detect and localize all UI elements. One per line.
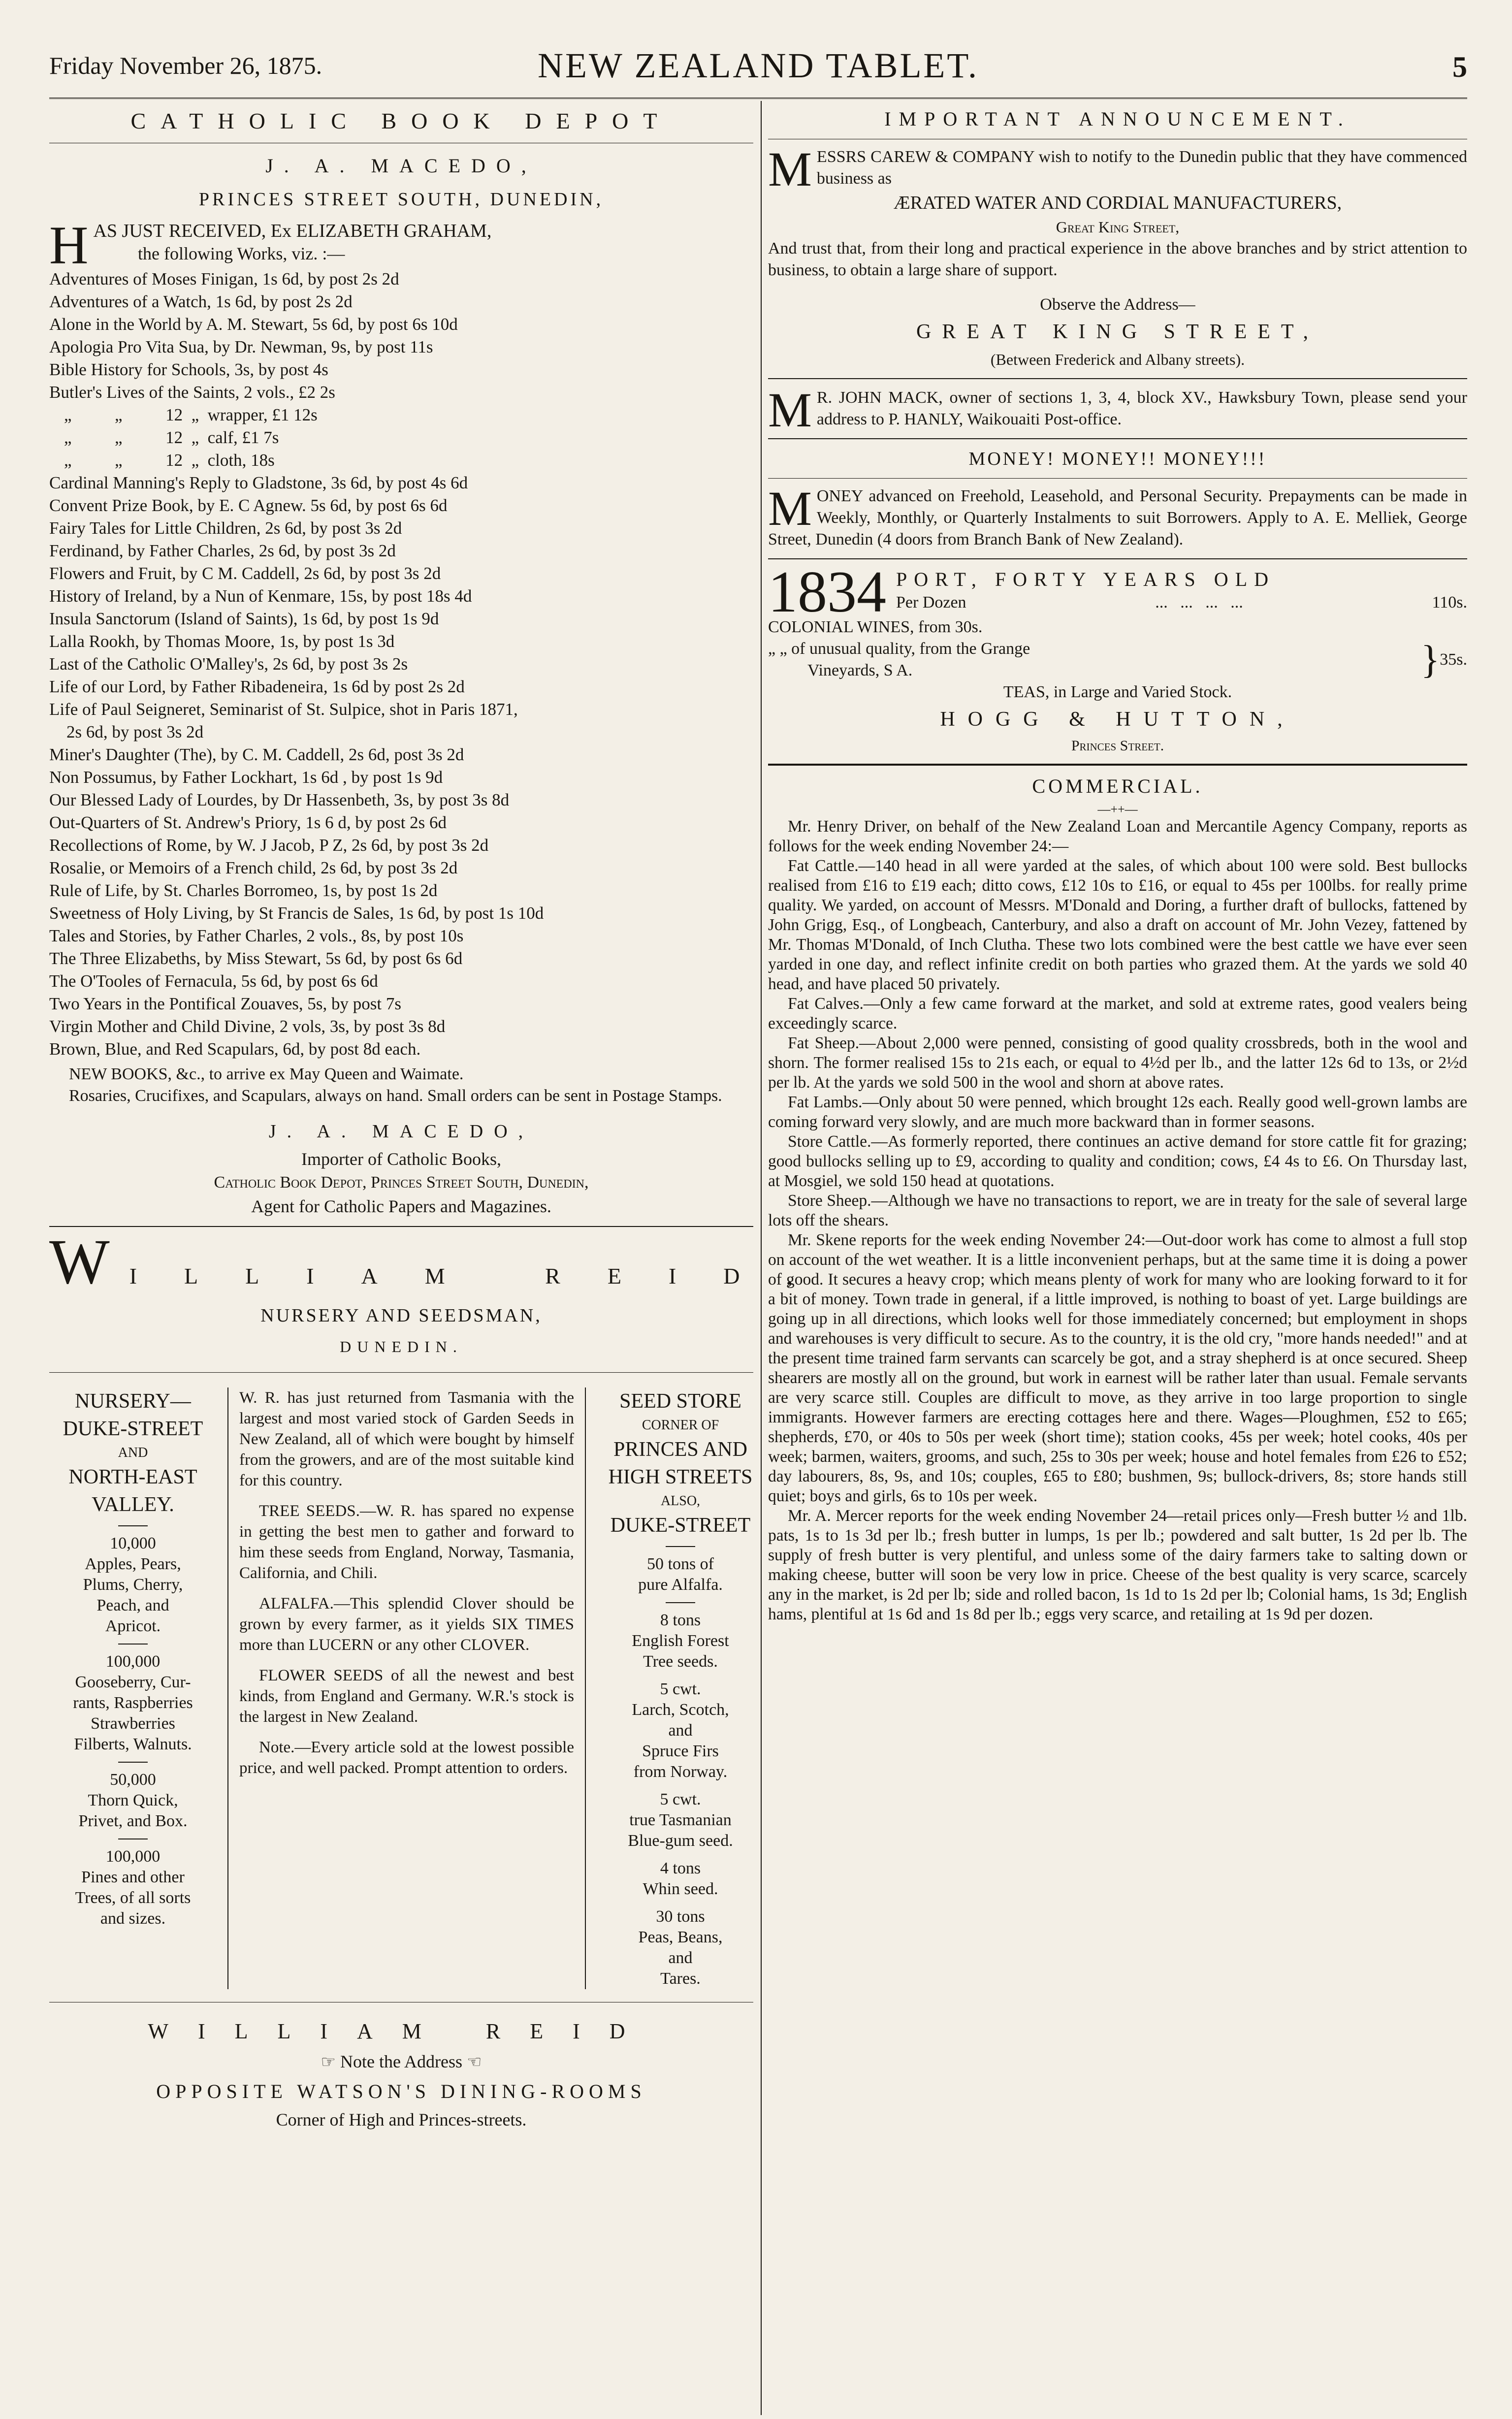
nursery-head: AND: [118, 1445, 148, 1460]
port-colonial: COLONIAL WINES, from 30s.: [768, 617, 983, 636]
nursery-head: VALLEY.: [92, 1493, 174, 1516]
drop-cap: W: [49, 1226, 110, 1297]
stock-line: 100,000: [105, 1652, 161, 1671]
seedstore-head: HIGH STREETS: [608, 1465, 753, 1488]
divider: [118, 1838, 148, 1839]
drop-cap: M: [768, 382, 812, 437]
depot-sig-agent: Agent for Catholic Papers and Magazines.: [251, 1196, 551, 1216]
book-item: Miner's Daughter (The), by C. M. Caddell, 2s 6d, post 3s 2d: [49, 745, 464, 765]
port-teas: TEAS, in Large and Varied Stock.: [1003, 682, 1232, 701]
book-item: „ „ 12 „ calf, £1 7s: [64, 428, 279, 448]
stock-line: Peach, and: [97, 1596, 169, 1614]
observe-label: Observe the Address—: [1040, 295, 1195, 314]
announcement-trade: ÆRATED WATER AND CORDIAL MANUFACTURERS,: [893, 193, 1342, 213]
stock-line: Larch, Scotch,: [632, 1700, 729, 1719]
reid-name-line: [49, 1226, 840, 1297]
book-item: Tales and Stories, by Father Charles, 2 vols., 8s, by post 10s: [49, 926, 464, 946]
port-per-dozen: Per Dozen: [896, 593, 966, 612]
reid-footer-name: WILLIAM REID: [148, 2019, 655, 2043]
port-firm: HOGG & HUTTON,: [940, 708, 1295, 731]
book-item: Our Blessed Lady of Lourdes, by Dr Hassenbeth, 3s, by post 3s 8d: [49, 790, 510, 810]
stock-block: [49, 1651, 217, 1755]
book-item: Brown, Blue, and Red Scapulars, 6d, by post 8d each.: [49, 1039, 421, 1059]
divider: [118, 1644, 148, 1645]
stock-line: and sizes.: [100, 1909, 166, 1928]
stock-line: Pines and other: [81, 1868, 185, 1886]
stock-line: Blue-gum seed.: [628, 1831, 733, 1850]
stock-line: Apricot.: [105, 1616, 161, 1635]
leader-dots: ... ... ... ...: [1155, 593, 1243, 612]
book-item: Out-Quarters of St. Andrew's Priory, 1s 6 d, by post 2s 6d: [49, 813, 447, 833]
stock-block: [597, 1906, 764, 1989]
book-item: Bible History for Schools, 3s, by post 4s: [49, 360, 328, 380]
pointing-hand-left-icon: ☞: [321, 2053, 336, 2071]
reid-para: TREE SEEDS.—W. R. has spared no expense in getting the best men to gather and forward to him these seeds from England, Norway, Tasmania, California, and Chili.: [239, 1502, 574, 1582]
port-ad: [768, 558, 1467, 756]
announcement-street: Great King Street,: [1056, 218, 1180, 236]
port-grange: [768, 638, 1467, 681]
stock-block: [49, 1846, 217, 1929]
money-heading: MONEY! MONEY!! MONEY!!!: [968, 448, 1267, 469]
stock-block: [597, 1858, 764, 1900]
announcement-heading: IMPORTANT ANNOUNCEMENT.: [884, 108, 1351, 130]
intro-line: the following Works, viz. :—: [138, 244, 345, 264]
nursery-head: DUKE-STREET: [63, 1417, 203, 1440]
stock-line: from Norway.: [633, 1762, 728, 1781]
stock-line: Tares.: [660, 1969, 701, 1988]
drop-cap: M: [768, 481, 812, 536]
stock-line: Peas, Beans,: [638, 1928, 723, 1946]
divider: [768, 764, 1467, 766]
newspaper-title: NEW ZEALAND TABLET.: [537, 46, 979, 85]
commercial-para: Store Sheep.—Although we have no transactions to report, we are in treaty for the sale of several large lots off the shears.: [768, 1191, 1467, 1229]
port-price: 110s.: [1432, 593, 1467, 612]
book-item: Butler's Lives of the Saints, 2 vols., £2 2s: [49, 383, 335, 402]
column-divider: [585, 1387, 586, 1989]
stock-line: 50 tons of: [647, 1554, 714, 1573]
depot-sig-role: Importer of Catholic Books,: [301, 1149, 501, 1169]
book-item: Rosalie, or Memoirs of a French child, 2s 6d, by post 3s 2d: [49, 858, 458, 878]
stock-block: [597, 1554, 764, 1595]
column-divider: [761, 101, 762, 2415]
mack-notice: [768, 382, 1467, 437]
book-item: Lalla Rookh, by Thomas Moore, 1s, by post 1s 3d: [49, 632, 395, 651]
reid-address-note: [49, 2048, 753, 2076]
announcement-address: GREAT KING STREET,: [916, 321, 1319, 343]
stock-line: English Forest: [632, 1631, 729, 1650]
stock-line: Spruce Firs: [642, 1742, 719, 1760]
note-address-label: Note the Address: [340, 2051, 462, 2071]
stock-line: Privet, and Box.: [78, 1811, 188, 1830]
rosaries-note: Rosaries, Crucifixes, and Scapulars, always on hand. Small orders can be sent in Postage Stamps.: [69, 1087, 722, 1105]
reid-stock-text: [239, 1387, 574, 1989]
depot-proprietor: J. A. MACEDO,: [265, 154, 537, 177]
commercial-para: Mr. A. Mercer reports for the week ending November 24—retail prices only—Fresh butter ½ and 1lb. pats, 1s to 1s 3d per lb.; fresh butter in lumps, 1s per lb.; powdered and salt butter, 1s 2d per lb. The supply of fresh butter is very plentiful, and unless some of the dairy farmers take to salting down or making cheese, butter will soon be very low in price. Cheese of the best quality is very scarce, scarcely any in the market, is 2d per lb; side and rolled bacon, 1s 1d to 1s 2d per lb; Colonial hams, 1s 3d; English hams, plentiful at 1s 6d and 1s 8d per lb.; eggs very scarce, and retailing at 1s 9d per dozen.: [768, 1506, 1467, 1623]
commercial-para: Fat Sheep.—About 2,000 were penned, consisting of good quality crossbreds, both in the wool and shorn. The former realised 15s to 21s each, or equal to 4½d per lb., and the latter 12s 6d to 13s, or 2½d per lb. At the yards we sold 500 in the wool and shorn at above rates.: [768, 1033, 1467, 1092]
stock-line: 5 cwt.: [660, 1790, 701, 1808]
nursery-head: NORTH-EAST: [68, 1465, 197, 1488]
intro-line: AS JUST RECEIVED, Ex ELIZABETH GRAHAM,: [93, 221, 492, 242]
stock-line: pure Alfalfa.: [638, 1575, 723, 1594]
brace-icon: }: [1420, 638, 1440, 681]
announcement-between: (Between Frederick and Albany streets).: [990, 350, 1245, 368]
divider: [49, 1372, 753, 1373]
port-year: 1834: [768, 558, 886, 624]
port-headline: PORT, FORTY YEARS OLD: [896, 568, 1275, 590]
stock-line: 8 tons: [660, 1611, 701, 1629]
book-item: Cardinal Manning's Reply to Gladstone, 3s 6d, by post 4s 6d: [49, 473, 468, 493]
column-divider: [227, 1387, 228, 1989]
grange-line: Vineyards, S A.: [807, 661, 913, 679]
divider: [666, 1546, 695, 1547]
divider: [768, 378, 1467, 379]
stock-line: 50,000: [110, 1770, 156, 1789]
stock-line: Thorn Quick,: [88, 1791, 178, 1809]
masthead-rule: [49, 97, 1467, 99]
announcement-support: And trust that, from their long and practical experience in the above branches and by strict attention to business, to obtain a large share of support.: [768, 239, 1467, 279]
divider: [768, 478, 1467, 479]
book-item: Adventures of Moses Finigan, 1s 6d, by post 2s 2d: [49, 269, 399, 289]
book-item: Recollections of Rome, by W. J Jacob, P Z, 2s 6d, by post 3s 2d: [49, 836, 489, 855]
book-item: The Three Elizabeths, by Miss Stewart, 5s 6d, by post 6s 6d: [49, 949, 463, 968]
reid-ad: [49, 1226, 840, 2132]
grange-line: „ „ of unusual quality, from the Grange: [768, 639, 1030, 658]
reid-para: ALFALFA.—This splendid Clover should be grown by every farmer, as it yields SIX TIMES more than LUCERN or any other CLOVER.: [239, 1594, 574, 1654]
nursery-head: NURSERY—: [75, 1389, 191, 1413]
stock-line: 100,000: [105, 1847, 161, 1866]
money-body: ONEY advanced on Freehold, Leasehold, and Personal Security. Prepayments can be made in Weekly, Monthly, or Quarterly Instalments to suit Borrowers. Apply to A. E. Melliek, George Street, Dunedin (4 doors from Branch Bank of New Zealand).: [768, 486, 1467, 548]
stock-line: rants, Raspberries: [73, 1693, 193, 1712]
commercial-para: Store Cattle.—As formerly reported, there continues an active demand for store cattle fit for grazing; good bullocks selling up to £9, according to quality and condition; cows, £4 4s to £6. On Thursday last, at Mosgiel, we sold 150 head at quotations.: [768, 1132, 1467, 1190]
commercial-para: Mr. Skene reports for the week ending November 24:—Out-door work has come to almost a full stop on account of the wet weather. It is a little inconvenient perhaps, but at the same time it is doing a power of good. It secures a heavy crop; which means plenty of work for many who are looking forward to it for a bit of money. Town trade in general, if a little improved, is nothing to boast of yet. Large buildings are going up in all directions, which looks well for those immediately concerned; but employment in shops and warehouses is very difficult to secure. As to the country, it is the old cry, "more hands needed!" and at the present time trained farm servants can scarcely be got, and a stray shepherd is at once secured. Sheep shearers are mostly all on the ground, but work in earnest will be rather later than usual. Female servants are very scarce still. Couples are difficult to move, as they arrive in too large proportion to single immigrants. However farmers are erecting cottages here and there. Wages—Ploughmen, £52 to £65; shepherds, £70, or 40s to 50s per week (short time); station cooks, 45s per week; hotel cooks, 40s per week; barmen, waiters, grooms, and such, 25s to 30s per week; house and hotel females from £26 to £52; day labourers, 8s, 9s, and 10s; couples, £65 to £80; bushmen, 9s; bullock-drivers, 8s; store hands still quiet; boys and girls, 6s to 10s per week.: [768, 1230, 1467, 1505]
book-item: Adventures of a Watch, 1s 6d, by post 2s 2d: [49, 292, 353, 312]
reid-grid: [49, 1387, 753, 1989]
stock-line: 30 tons: [656, 1907, 705, 1926]
reid-nursery-col: [49, 1387, 217, 1989]
stock-line: 4 tons: [660, 1859, 701, 1877]
drop-cap: H: [49, 215, 89, 276]
book-item: Convent Prize Book, by E. C Agnew. 5s 6d, by post 6s 6d: [49, 496, 448, 516]
book-list: [49, 268, 753, 1061]
stock-block: [597, 1789, 764, 1851]
stock-line: Gooseberry, Cur-: [75, 1673, 191, 1691]
book-item: Ferdinand, by Father Charles, 2s 6d, by post 3s 2d: [49, 541, 396, 561]
book-item: Sweetness of Holy Living, by St Francis de Sales, 1s 6d, by post 1s 10d: [49, 903, 544, 923]
depot-intro: [49, 215, 753, 276]
issue-date: Friday November 26, 1875.: [49, 52, 322, 79]
stock-line: Filberts, Walnuts.: [74, 1735, 192, 1753]
book-item: History of Ireland, by a Nun of Kenmare, 15s, by post 18s 4d: [49, 586, 472, 606]
stock-line: Whin seed.: [643, 1879, 718, 1898]
drop-cap: M: [768, 142, 812, 196]
seedstore-head: DUKE-STREET: [610, 1514, 751, 1537]
stock-line: Strawberries: [91, 1714, 175, 1733]
stock-line: 10,000: [110, 1534, 156, 1552]
commercial-section: [768, 774, 1467, 1624]
divider: [118, 1762, 148, 1763]
reid-note: Note.—Every article sold at the lowest possible price, and well packed. Prompt attention to orders.: [239, 1738, 574, 1777]
book-item: Non Possumus, by Father Lockhart, 1s 6d , by post 1s 9d: [49, 768, 443, 787]
commercial-para: Mr. Henry Driver, on behalf of the New Zealand Loan and Mercantile Agency Company, reports as follows for the week ending November 24:—: [768, 817, 1467, 855]
book-item: Insula Sanctorum (Island of Saints), 1s 6d, by post 1s 9d: [49, 609, 439, 629]
announcement-text: [768, 142, 1467, 196]
divider: [49, 1226, 753, 1227]
stock-line: Trees, of all sorts: [75, 1888, 191, 1907]
seedstore-head: ALSO,: [660, 1493, 701, 1509]
reid-trade: NURSERY AND SEEDSMAN,: [260, 1305, 542, 1326]
right-column: [768, 103, 1467, 1624]
depot-sig-address: Catholic Book Depot, Princes Street South, Dunedin,: [214, 1173, 589, 1192]
book-item: Rule of Life, by St. Charles Borromeo, 1s, by post 1s 2d: [49, 881, 438, 901]
seedstore-head: SEED STORE: [619, 1389, 741, 1413]
stock-line: true Tasmanian: [629, 1810, 732, 1829]
book-item: Virgin Mother and Child Divine, 2 vols, 3s, by post 3s 8d: [49, 1017, 446, 1036]
stock-line: Plums, Cherry,: [83, 1575, 183, 1594]
book-item: Life of Paul Seigneret, Seminarist of St. Sulpice, shot in Paris 1871,: [49, 700, 518, 719]
book-item: Last of the Catholic O'Malley's, 2s 6d, by post 3s 2s: [49, 654, 408, 674]
page-number: 5: [1452, 51, 1467, 83]
book-item: Apologia Pro Vita Sua, by Dr. Newman, 9s, by post 11s: [49, 337, 433, 357]
book-item: The O'Tooles of Fernacula, 5s 6d, by post 6s 6d: [49, 971, 378, 991]
stock-block: [597, 1679, 764, 1782]
port-street: Princes Street.: [1071, 737, 1164, 754]
stock-block: [597, 1610, 764, 1672]
reid-para: FLOWER SEEDS of all the newest and best kinds, from England and Germany. W.R.'s stock is the largest in New Zealand.: [239, 1666, 574, 1726]
book-item: Two Years in the Pontifical Zouaves, 5s, by post 7s: [49, 994, 402, 1014]
depot-sig-name: J. A. MACEDO,: [268, 1121, 534, 1142]
seedstore-head: CORNER OF: [642, 1417, 719, 1433]
commercial-ornament: —++—: [1097, 802, 1138, 816]
depot-heading: CATHOLIC BOOK DEPOT: [130, 108, 672, 133]
book-item: Life of our Lord, by Father Ribadeneira, 1s 6d by post 2s 2d: [49, 677, 465, 697]
new-books-note: NEW BOOKS, &c., to arrive ex May Queen and Waimate.: [69, 1065, 464, 1084]
stock-line: and: [668, 1721, 693, 1740]
stock-block: [49, 1770, 217, 1832]
port-head-row: [768, 558, 1467, 624]
divider: [118, 1525, 148, 1526]
commercial-heading: COMMERCIAL.: [1032, 774, 1203, 797]
mack-body: R. JOHN MACK, owner of sections 1, 3, 4, block XV., Hawksbury Town, please send your address to P. HANLY, Waikouaiti Post-office.: [816, 388, 1467, 428]
stock-line: Tree seeds.: [643, 1652, 718, 1671]
stock-line: Apples, Pears,: [85, 1554, 181, 1573]
stock-block: [49, 1533, 217, 1637]
reid-name: ILLIAM REID,: [129, 1263, 840, 1289]
reid-footer-opposite: OPPOSITE WATSON'S DINING-ROOMS: [156, 2080, 646, 2102]
book-item: 2s 6d, by post 3s 2d: [49, 722, 204, 742]
reid-seedstore-col: [597, 1387, 764, 1989]
port-price-row: [896, 592, 1467, 613]
seedstore-head: PRINCES AND: [613, 1438, 747, 1461]
divider: [666, 1602, 695, 1603]
book-item: „ „ 12 „ wrapper, £1 12s: [64, 405, 318, 425]
masthead: [49, 41, 1467, 96]
divider: [768, 438, 1467, 439]
pointing-hand-right-icon: ☜: [466, 2053, 482, 2071]
commercial-para: Fat Cattle.—140 head in all were yarded at the sales, of which about 100 were sold. Best bullocks realised from £16 to £19 each; ditto cows, £12 10s to £16, or equal to 45s per 100lbs. for really prime quality. We yarded, on account of Messrs. M'Donald and Doring, a further draft of bullocks, fattened by John Grigg, Esq., of Longbeach, Canterbury, and also a draft on account of Mr. John Vezey, fattened by Mr. Thomas M'Donald, of Inch Clutha. These two lots combined were the best cattle we have ever seen yarded in one day, and reflect infinite credit on both parties who grazed them. At the yards we sold 40 head, and have placed 50 privately.: [768, 856, 1467, 993]
stock-line: 5 cwt.: [660, 1679, 701, 1698]
book-item: „ „ 12 „ cloth, 18s: [64, 451, 275, 470]
depot-address: PRINCES STREET SOUTH, DUNEDIN,: [198, 189, 604, 210]
money-notice: [768, 481, 1467, 550]
commercial-para: Fat Calves.—Only a few came forward at the market, and sold at extreme rates, good vealers being exceedingly scarce.: [768, 994, 1467, 1032]
book-item: Fairy Tales for Little Children, 2s 6d, by post 3s 2d: [49, 518, 402, 538]
reid-para: W. R. has just returned from Tasmania with the largest and most varied stock of Garden Seeds in New Zealand, all of which were bought by himself from the growers, and are of the most suitable kind for this country.: [239, 1388, 574, 1489]
book-item: Flowers and Fruit, by C M. Caddell, 2s 6d, by post 3s 2d: [49, 564, 441, 583]
reid-town: DUNEDIN.: [340, 1337, 463, 1355]
reid-footer-corner: Corner of High and Princes-streets.: [276, 2109, 527, 2129]
stock-line: and: [668, 1948, 693, 1967]
book-item: Alone in the World by A. M. Stewart, 5s 6d, by post 6s 10d: [49, 315, 458, 334]
commercial-para: Fat Lambs.—Only about 50 were penned, which brought 12s each. Really good well-grown lambs are coming forward very slowly, and are much more backward than in former seasons.: [768, 1093, 1467, 1131]
announcement-body: ESSRS CAREW & COMPANY wish to notify to the Dunedin public that they have commenced business as: [816, 148, 1467, 188]
grange-price: 35s.: [1440, 650, 1467, 669]
